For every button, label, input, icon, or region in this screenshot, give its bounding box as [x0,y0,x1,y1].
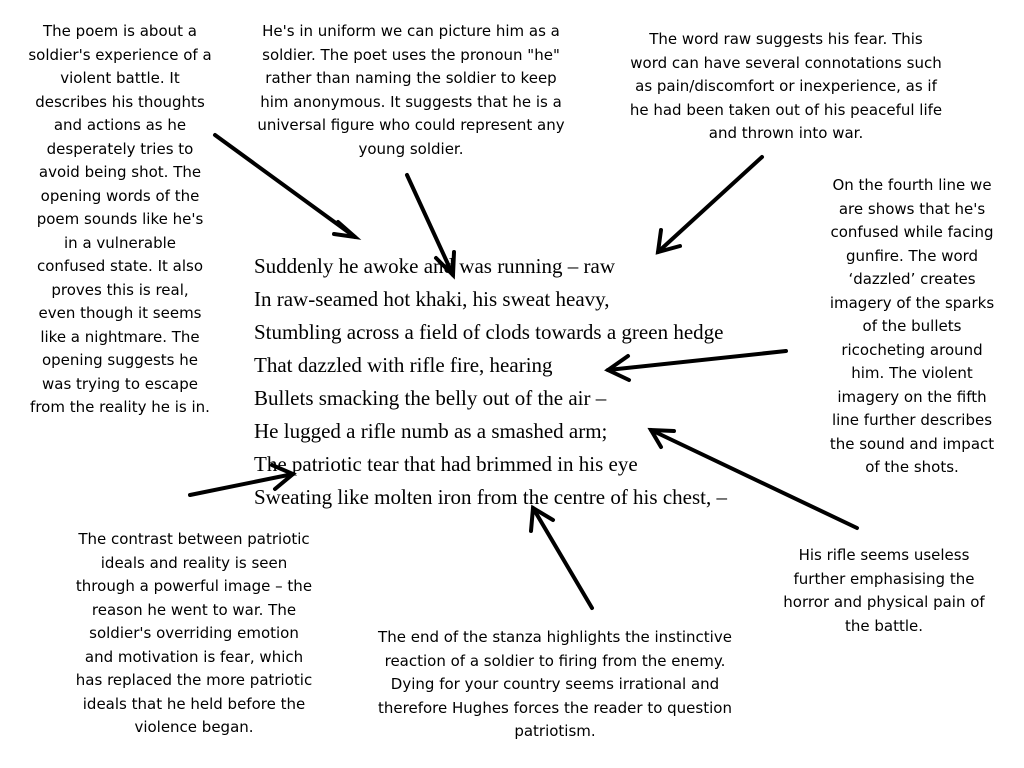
annotation-contrast: The contrast between patriotic ideals and reality is seen through a powerful image – the reason he went to war. The soldier's overriding emotion and motivation is fear, which has replaced the more patriotic ideals that he held before the violence began. [75,530,313,736]
poem-line-5: Bullets smacking the belly out of the air – [254,386,607,410]
poem-line-4: That dazzled with rifle fire, hearing [254,353,553,377]
annotation-opening: The poem is about a soldier's experience of a violent battle. It describes his thoughts and actions as he desperately tries to avoid being shot. The opening words of the poem sounds like he's in a vulnerable confused state. It also proves this is real, even though it seems like a nightmare. The opening suggests he was trying to escape from the reality he is in. [28,22,212,416]
poem-line-2: In raw-seamed hot khaki, his sweat heavy, [254,287,610,311]
arrow-pronoun [407,175,454,275]
arrow-rifle [651,430,857,528]
poem-line-6: He lugged a rifle numb as a smashed arm; [254,419,608,443]
arrow-dazzled [608,351,786,380]
annotation-dazzled: On the fourth line we are shows that he's confused while facing gunfire. The word ‘dazzled’ creates imagery of the sparks of the bullets ricocheting around him. The violent imagery on the fifth line further describes the sound and impact of the shots. [829,176,995,476]
arrow-ending [531,508,592,608]
annotation-rifle: His rifle seems useless further emphasising the horror and physical pain of the battle. [783,546,985,635]
arrow-contrast [190,465,293,495]
poem-line-3: Stumbling across a field of clods towards a green hedge [254,320,724,344]
poem-line-8: Sweating like molten iron from the centre of his chest, – [254,485,727,509]
arrow-opening [215,135,355,237]
annotation-raw: The word raw suggests his fear. This word can have several connotations such as pain/discomfort or inexperience, as if he had been taken out of his peaceful life and thrown into war. [629,30,943,142]
poem-line-1: Suddenly he awoke and was running – raw [254,254,615,278]
annotation-ending: The end of the stanza highlights the instinctive reaction of a soldier to firing from the enemy. Dying for your country seems irrational and therefore Hughes forces the reader to question patriotism. [378,628,732,740]
poem-line-7: The patriotic tear that had brimmed in his eye [254,452,638,476]
arrow-raw [658,157,762,252]
annotation-pronoun: He's in uniform we can picture him as a soldier. The poet uses the pronoun "he" rather than naming the soldier to keep him anonymous. It suggests that he is a universal figure who could represent any young soldier. [257,22,565,158]
